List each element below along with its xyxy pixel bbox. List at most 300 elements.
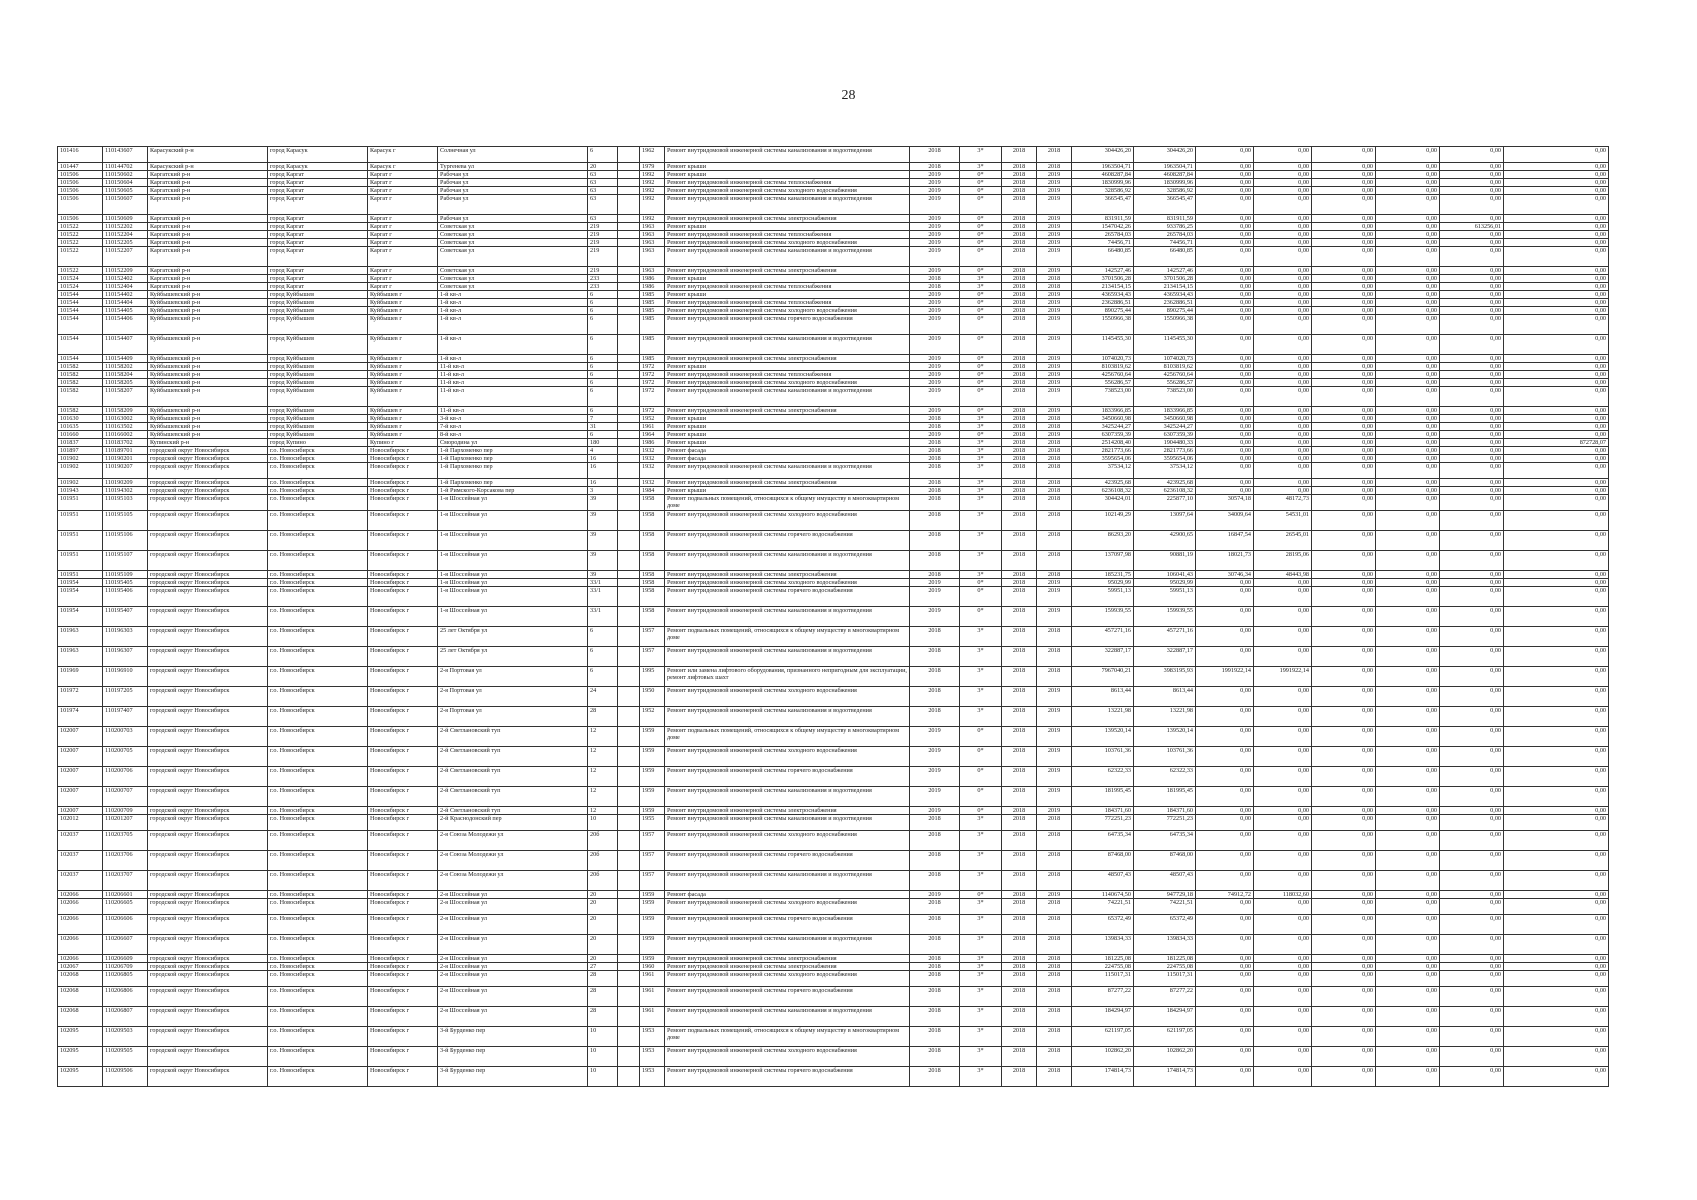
table-cell: 101582 [58,379,103,387]
table-cell: 1985 [640,299,665,307]
table-cell: 6 [588,387,618,407]
table-cell: 74912,72 [1196,891,1254,899]
table-cell: 0,00 [1440,379,1504,387]
table-cell: 11-й кв-л [438,379,588,387]
table-cell: город Каргат [268,275,368,283]
table-cell: 0,00 [1254,307,1312,315]
table-cell: 101897 [58,447,103,455]
table-cell: Новосибирск г [368,851,438,871]
table-cell: 110190201 [103,455,148,463]
table-cell: 2018 [1037,487,1072,495]
table-cell: 831911,59 [1072,215,1134,223]
table-cell: 110189701 [103,447,148,455]
table-cell: Новосибирск г [368,807,438,815]
table-cell: 2019 [910,371,960,379]
table-cell: 185231,75 [1072,571,1134,579]
table-cell: 39 [588,511,618,531]
table-cell: город Каргат [268,171,368,179]
table-cell: 1953 [640,1027,665,1047]
table-cell: 0* [960,195,1002,215]
table-cell: 2018 [1037,415,1072,423]
table-cell: 8613,44 [1134,687,1196,707]
table-cell: 0,00 [1196,687,1254,707]
table-cell: Каргат г [368,195,438,215]
table-cell: 0* [960,387,1002,407]
table-cell: 0,00 [1376,371,1440,379]
table-cell: 0,00 [1440,463,1504,479]
table-cell: 110209505 [103,1047,148,1067]
table-cell: г.о. Новосибирск [268,687,368,707]
table-row [58,831,1609,851]
table-cell: Куйбышевский р-н [148,379,268,387]
table-cell: 101522 [58,231,103,239]
table-cell: 0,00 [1440,187,1504,195]
table-cell: 2018 [1002,171,1037,179]
table-cell: 2018 [1037,1027,1072,1047]
table-cell: 1985 [640,355,665,363]
table-cell: 1992 [640,171,665,179]
table-cell: 2018 [1037,831,1072,851]
table-cell: 101954 [58,587,103,607]
table-cell: 110200707 [103,787,148,807]
table-cell: 63 [588,187,618,195]
table-cell: 2018 [1002,987,1037,1007]
table-cell: 3* [960,275,1002,283]
table-cell: 62322,33 [1134,767,1196,787]
table-cell: 2019 [1037,363,1072,371]
table-cell: 2019 [1037,223,1072,231]
table-cell: 0,00 [1504,971,1609,987]
table-cell: 101506 [58,215,103,223]
table-cell: 0,00 [1312,495,1376,511]
table-cell: 2018 [1002,275,1037,283]
table-cell: 0,00 [1440,291,1504,299]
table-cell: 219 [588,231,618,239]
table-cell: 0,00 [1504,275,1609,283]
table-cell: Ремонт внутридомовой инженерной системы электроснабжения [665,571,910,579]
table-cell: городской округ Новосибирск [148,667,268,687]
table-row [58,371,1609,379]
table-cell: Ремонт фасада [665,447,910,455]
table-cell: городской округ Новосибирск [148,487,268,495]
table-cell: 6 [588,307,618,315]
table-cell: 556286,57 [1072,379,1134,387]
table-cell: 0,00 [1504,487,1609,495]
table-cell: 30746,34 [1196,571,1254,579]
table-row [58,987,1609,1007]
table-cell: Каргатский р-н [148,223,268,231]
table-cell: 63 [588,215,618,223]
table-cell: 3* [960,971,1002,987]
table-cell: 13097,64 [1134,511,1196,531]
table-cell: 0,00 [1196,275,1254,283]
table-cell: 0,00 [1504,587,1609,607]
table-cell: 0,00 [1504,627,1609,647]
table-cell: 110150605 [103,187,148,195]
table-cell: 101974 [58,707,103,727]
table-cell: Ремонт фасада [665,455,910,463]
table-cell: 0,00 [1196,479,1254,487]
table-cell: 2019 [910,407,960,415]
table-cell: 0,00 [1254,231,1312,239]
table-cell: 2019 [1037,267,1072,275]
table-cell: 0* [960,891,1002,899]
table-cell: 328586,92 [1134,187,1196,195]
table-row [58,871,1609,891]
table-cell: 101506 [58,171,103,179]
table-cell: 2019 [910,231,960,239]
table-cell: 11-й кв-л [438,387,588,407]
table-cell: 0,00 [1254,447,1312,455]
table-cell: 110200706 [103,767,148,787]
table-cell: 110196303 [103,627,148,647]
table-cell: 110206805 [103,971,148,987]
table-cell: 2018 [1002,495,1037,511]
table-cell: Куйбышев г [368,379,438,387]
table-cell: г.о. Новосибирск [268,915,368,935]
table-cell: 0,00 [1376,355,1440,363]
table-cell: 2018 [1037,971,1072,987]
table-cell: 0,00 [1312,707,1376,727]
table-cell: 0,00 [1312,627,1376,647]
table-cell: Советская ул [438,247,588,267]
table-cell: 0,00 [1312,415,1376,423]
table-cell: 11-й кв-л [438,363,588,371]
table-cell: 101506 [58,195,103,215]
table-cell: Каргатский р-н [148,179,268,187]
table-row [58,963,1609,971]
table-cell: 2018 [1002,607,1037,627]
table-cell: 3* [960,163,1002,171]
table-cell: 1992 [640,215,665,223]
table-cell: 110206609 [103,955,148,963]
table-cell: 890275,44 [1072,307,1134,315]
table-cell: 3* [960,479,1002,487]
table-cell [618,1027,640,1047]
table-cell: Ремонт подвальных помещений, относящихся к общему имуществу в многоквартирном доме [665,1027,910,1047]
table-cell: 2-я Союза Молодежи ул [438,851,588,871]
table-cell: 0,00 [1196,787,1254,807]
table-cell [618,387,640,407]
table-cell: 3* [960,815,1002,831]
table-cell: 0,00 [1196,431,1254,439]
table-cell: 1904480,33 [1134,439,1196,447]
table-cell: 0,00 [1440,727,1504,747]
table-cell: 1145455,30 [1072,335,1134,355]
table-cell: 102067 [58,963,103,971]
table-row [58,239,1609,247]
table-cell [618,647,640,667]
table-cell: 0,00 [1312,899,1376,915]
table-cell: городской округ Новосибирск [148,1067,268,1087]
table-cell: 0,00 [1196,363,1254,371]
table-row [58,439,1609,447]
table-cell: 12 [588,767,618,787]
table-row [58,283,1609,291]
table-cell: 0,00 [1196,267,1254,275]
table-cell: Ремонт внутридомовой инженерной системы холодного водоснабжения [665,239,910,247]
table-cell: 0,00 [1376,963,1440,971]
table-cell: 0,00 [1504,239,1609,247]
table-cell: 1957 [640,627,665,647]
table-cell: 110203706 [103,851,148,871]
table-cell: 0,00 [1504,171,1609,179]
table-cell: город Каргат [268,179,368,187]
table-cell: 1985 [640,307,665,315]
table-cell: 110200703 [103,727,148,747]
table-cell: 1959 [640,935,665,955]
table-cell: 2-я Шоссейная ул [438,987,588,1007]
table-cell: 159939,55 [1134,607,1196,627]
table-cell: 2019 [910,195,960,215]
table-cell: 0,00 [1504,687,1609,707]
table-cell: 2-й Светлановский туп [438,807,588,815]
table-cell: 10 [588,815,618,831]
table-cell: 110163502 [103,423,148,431]
table-cell: 1986 [640,439,665,447]
table-cell: 0,00 [1254,355,1312,363]
table-row [58,707,1609,727]
table-cell: Новосибирск г [368,1027,438,1047]
table-cell: 0,00 [1376,647,1440,667]
table-cell: 6 [588,627,618,647]
table-cell: 3* [960,1047,1002,1067]
table-cell: 0,00 [1312,1007,1376,1027]
table-row [58,299,1609,307]
table-cell: 3-й Бурденко пер [438,1027,588,1047]
table-cell: Ремонт внутридомовой инженерной системы холодного водоснабжения [665,971,910,987]
table-cell: город Куйбышев [268,423,368,431]
table-cell: 110166002 [103,431,148,439]
table-cell: 0,00 [1312,647,1376,667]
table-cell: Куйбышев г [368,307,438,315]
table-cell: 2019 [1037,231,1072,239]
table-cell: 0,00 [1254,707,1312,727]
table-cell: г.о. Новосибирск [268,511,368,531]
table-cell: Ремонт крыши [665,363,910,371]
table-cell: 1074020,73 [1072,355,1134,363]
table-cell: 0* [960,727,1002,747]
table-cell: 101522 [58,223,103,231]
table-cell: 2019 [1037,707,1072,727]
table-cell: 101951 [58,531,103,551]
table-cell: 366545,47 [1134,195,1196,215]
table-cell: 101544 [58,299,103,307]
table-cell: 1972 [640,379,665,387]
table-cell: 2019 [910,355,960,363]
table-cell: 0,00 [1440,579,1504,587]
table-cell: 1979 [640,163,665,171]
table-cell: 0* [960,179,1002,187]
table-cell: Новосибирск г [368,479,438,487]
table-cell: Куйбышев г [368,363,438,371]
table-cell: 63 [588,195,618,215]
table-cell: г.о. Новосибирск [268,727,368,747]
table-cell: 3595654,06 [1134,455,1196,463]
table-row [58,231,1609,239]
table-cell: городской округ Новосибирск [148,571,268,579]
table-cell: 2019 [910,299,960,307]
table-cell: 1-я Шоссейная ул [438,579,588,587]
table-cell: 110152204 [103,231,148,239]
table-cell: Советская ул [438,267,588,275]
table-cell [618,531,640,551]
table-cell: 101544 [58,335,103,355]
table-cell: 0* [960,579,1002,587]
table-cell: 2-й Светлановский туп [438,727,588,747]
table-cell: 110163002 [103,415,148,423]
table-cell: 0,00 [1440,315,1504,335]
table-cell: 8613,44 [1072,687,1134,707]
table-cell: 1550966,38 [1134,315,1196,335]
table-cell: 0,00 [1196,291,1254,299]
table-cell: 0,00 [1254,479,1312,487]
table-cell: Новосибирск г [368,871,438,891]
table-cell: 110206607 [103,935,148,955]
table-cell: 1-й Пархоменко пер [438,479,588,487]
table-cell: 0,00 [1440,431,1504,439]
table-cell: 101951 [58,551,103,571]
table-cell: 0,00 [1504,423,1609,431]
table-cell: 1991922,14 [1196,667,1254,687]
table-cell: 16 [588,463,618,479]
table-cell: 101943 [58,487,103,495]
table-cell: город Куйбышев [268,335,368,355]
table-cell: 0,00 [1254,455,1312,463]
table-row [58,727,1609,747]
table-cell: 0* [960,379,1002,387]
table-cell: Ремонт внутридомовой инженерной системы горячего водоснабжения [665,587,910,607]
table-cell: 2019 [1037,215,1072,223]
table-cell: 86293,20 [1072,531,1134,551]
table-cell: Ремонт внутридомовой инженерной системы теплоснабжения [665,371,910,379]
table-cell: 0,00 [1440,195,1504,215]
table-cell: 0,00 [1196,283,1254,291]
table-cell: 0,00 [1376,687,1440,707]
table-cell: 48507,43 [1134,871,1196,891]
table-cell [618,463,640,479]
table-cell: 0,00 [1254,687,1312,707]
table-cell: 1963 [640,247,665,267]
table-cell [618,963,640,971]
table-cell: 63 [588,179,618,187]
table-cell: 0,00 [1440,747,1504,767]
table-cell: 42900,65 [1134,531,1196,551]
table-cell: 11-й кв-л [438,407,588,415]
table-row [58,387,1609,407]
table-cell: город Куйбышев [268,315,368,335]
table-cell: Каргат г [368,267,438,275]
table-cell: Ремонт или замена лифтового оборудования, признанного непригодным для эксплуатации, ремонт лифтовых шахт [665,667,910,687]
table-cell: 0,00 [1312,439,1376,447]
table-cell: 1959 [640,727,665,747]
table-row [58,355,1609,363]
table-cell: 3-й кв-л [438,415,588,423]
table-cell: г.о. Новосибирск [268,495,368,511]
table-cell: 2018 [1002,223,1037,231]
table-row [58,1007,1609,1027]
table-cell: 110203707 [103,871,148,891]
table-cell: 0,00 [1440,707,1504,727]
table-cell: 0,00 [1440,607,1504,627]
table-cell: 2018 [1002,891,1037,899]
table-cell: г.о. Новосибирск [268,1047,368,1067]
table-cell: 2018 [1002,551,1037,571]
table-cell: 0,00 [1440,531,1504,551]
table-cell: 1992 [640,187,665,195]
table-cell: 0,00 [1376,187,1440,195]
table-cell: 2018 [1037,463,1072,479]
table-cell: 2-я Портовая ул [438,687,588,707]
table-cell: 1833966,85 [1072,407,1134,415]
table-cell: 0,00 [1376,363,1440,371]
table-cell: Ремонт подвальных помещений, относящихся к общему имуществу в многоквартирном доме [665,727,910,747]
table-cell: 0,00 [1312,447,1376,455]
table-cell: 0,00 [1504,463,1609,479]
table-cell: 0,00 [1440,627,1504,647]
table-cell: 7-й кв-л [438,423,588,431]
table-cell: 2018 [910,899,960,915]
table-row [58,195,1609,215]
table-cell: 20 [588,891,618,899]
table-row [58,1047,1609,1067]
table-cell: 0,00 [1312,667,1376,687]
table-cell: 0,00 [1440,455,1504,463]
table-cell: 1145455,30 [1134,335,1196,355]
table-cell: Ремонт внутридомовой инженерной системы холодного водоснабжения [665,187,910,195]
table-cell: 2018 [1002,439,1037,447]
table-cell: Каргат г [368,275,438,283]
table-row [58,447,1609,455]
table-cell [618,627,640,647]
table-cell: 1985 [640,291,665,299]
table-cell: 6 [588,667,618,687]
table-cell: Каргат г [368,171,438,179]
table-cell: г.о. Новосибирск [268,963,368,971]
table-row [58,1067,1609,1087]
table-cell: 3* [960,915,1002,935]
table-cell: 1964 [640,431,665,439]
table-cell: 0,00 [1196,851,1254,871]
table-cell: 1-я Шоссейная ул [438,495,588,511]
table-cell: 0,00 [1312,607,1376,627]
table-cell: 0,00 [1504,831,1609,851]
table-cell [618,571,640,579]
table-cell: 2018 [910,147,960,163]
table-cell: 0,00 [1440,355,1504,363]
table-cell: 74456,71 [1072,239,1134,247]
table-cell: 1959 [640,807,665,815]
table-cell: 12 [588,747,618,767]
table-cell: Каргат г [368,283,438,291]
table-cell: 0,00 [1504,871,1609,891]
table-cell [618,179,640,187]
table-cell: 0,00 [1196,387,1254,407]
table-cell: 304426,20 [1134,147,1196,163]
table-cell: 3701506,28 [1134,275,1196,283]
table-cell: 0,00 [1254,171,1312,179]
table-cell: 3450660,98 [1072,415,1134,423]
table-cell: 2018 [1037,495,1072,511]
table-cell: городской округ Новосибирск [148,807,268,815]
table-cell: 1-я Шоссейная ул [438,551,588,571]
table-cell: 1932 [640,455,665,463]
table-cell: городской округ Новосибирск [148,707,268,727]
table-cell: 0,00 [1312,1067,1376,1087]
table-cell: 3* [960,447,1002,455]
table-cell: городской округ Новосибирск [148,607,268,627]
table-cell: 102037 [58,831,103,851]
